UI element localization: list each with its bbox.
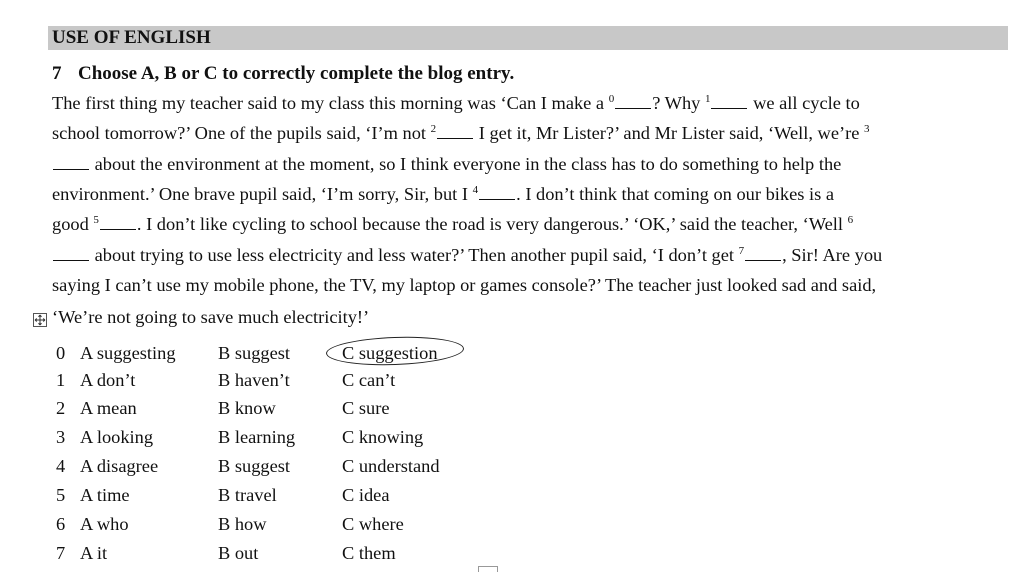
passage-line-1	[52, 91, 860, 115]
passage-line-3	[52, 152, 841, 176]
option-b[interactable]: B haven’t	[218, 370, 290, 390]
option-number: 3	[56, 427, 66, 447]
option-c[interactable]: C where	[342, 514, 404, 534]
passage-text: I get it, Mr Lister?’ and Mr Lister said, ‘Well, we’re	[474, 123, 865, 143]
passage-text: good	[52, 214, 94, 234]
passage-text: environment.’ One brave pupil said, ‘I’m sorry, Sir, but I	[52, 184, 473, 204]
option-c[interactable]: C suggestion	[342, 343, 438, 363]
gap-number: 6	[847, 214, 854, 226]
passage-line-6	[52, 243, 882, 267]
option-a[interactable]: A suggesting	[80, 343, 176, 363]
option-a[interactable]: A time	[80, 485, 130, 505]
passage-text: about trying to use less electricity and less water?’ Then another pupil said, ‘I don’t get	[90, 245, 739, 265]
passage-line-5	[52, 212, 853, 236]
gap-blank	[53, 155, 89, 170]
option-b[interactable]: B suggest	[218, 456, 291, 476]
passage-line-7	[52, 273, 876, 297]
gap-number: 7	[738, 245, 745, 257]
passage-line-2	[52, 121, 870, 145]
passage-text: The first thing my teacher said to my class this morning was ‘Can I make a	[52, 93, 609, 113]
option-b[interactable]: B travel	[218, 485, 277, 505]
gap-blank	[479, 185, 515, 200]
option-a[interactable]: A mean	[80, 398, 137, 418]
option-number: 0	[56, 343, 66, 363]
move-handle-icon[interactable]	[33, 313, 47, 327]
gap-number: 2	[430, 123, 437, 135]
gap-number: 5	[93, 214, 99, 226]
passage-text: saying I can’t use my mobile phone, the TV, my laptop or games console?’ The teacher just looked sad and said,	[52, 275, 877, 295]
option-c[interactable]: C can’t	[342, 370, 396, 390]
answer-circle-mark	[326, 335, 465, 368]
option-a[interactable]: A who	[80, 514, 129, 534]
gap-number: 3	[864, 123, 870, 135]
option-c[interactable]: C knowing	[342, 427, 424, 447]
exercise-number: 7	[52, 63, 62, 84]
passage-text: about the environment at the moment, so I think everyone in the class has to do something to help the	[90, 154, 842, 174]
gap-blank	[100, 215, 136, 230]
option-b[interactable]: B out	[218, 543, 259, 563]
option-c[interactable]: C them	[342, 543, 396, 563]
option-a[interactable]: A don’t	[80, 370, 136, 390]
option-number: 6	[56, 514, 66, 534]
passage-line-8	[52, 305, 369, 329]
gap-blank	[53, 246, 89, 261]
instruction-text: Choose A, B or C to correctly complete the blog entry.	[78, 63, 515, 84]
option-b[interactable]: B learning	[218, 427, 296, 447]
section-header	[48, 26, 1008, 50]
gap-blank	[615, 94, 651, 109]
passage-text: ‘We’re not going to save much electricity!’	[52, 307, 370, 327]
page-edge-marker	[478, 566, 498, 572]
option-b[interactable]: B suggest	[218, 343, 291, 363]
option-number: 5	[56, 485, 66, 505]
gap-number: 4	[472, 184, 479, 196]
exercise-instruction	[52, 63, 514, 85]
option-a[interactable]: A looking	[80, 427, 154, 447]
option-b[interactable]: B how	[218, 514, 267, 534]
passage-text: we all cycle to	[748, 93, 860, 113]
passage-text: . I don’t think that coming on our bikes is a	[516, 184, 835, 204]
option-number: 2	[56, 398, 66, 418]
option-c[interactable]: C sure	[342, 398, 390, 418]
option-number: 4	[56, 456, 66, 476]
gap-blank	[711, 94, 747, 109]
passage-text: , Sir! Are you	[782, 245, 883, 265]
passage-line-4	[52, 182, 834, 206]
section-title: USE OF ENGLISH	[52, 27, 211, 48]
option-a[interactable]: A disagree	[80, 456, 159, 476]
gap-blank	[745, 246, 781, 261]
option-a[interactable]: A it	[80, 543, 108, 563]
gap-number: 1	[704, 93, 711, 105]
passage-text: ? Why	[652, 93, 705, 113]
passage-text: . I don’t like cycling to school because the road is very dangerous.’ ‘OK,’ said the teacher, ‘Well	[136, 214, 848, 234]
option-c[interactable]: C idea	[342, 485, 390, 505]
option-number: 1	[56, 370, 66, 390]
option-number: 7	[56, 543, 66, 563]
passage-text: school tomorrow?’ One of the pupils said, ‘I’m not	[52, 123, 431, 143]
option-b[interactable]: B know	[218, 398, 276, 418]
gap-number: 0	[608, 93, 615, 105]
gap-blank	[437, 124, 473, 139]
option-c[interactable]: C understand	[342, 456, 440, 476]
